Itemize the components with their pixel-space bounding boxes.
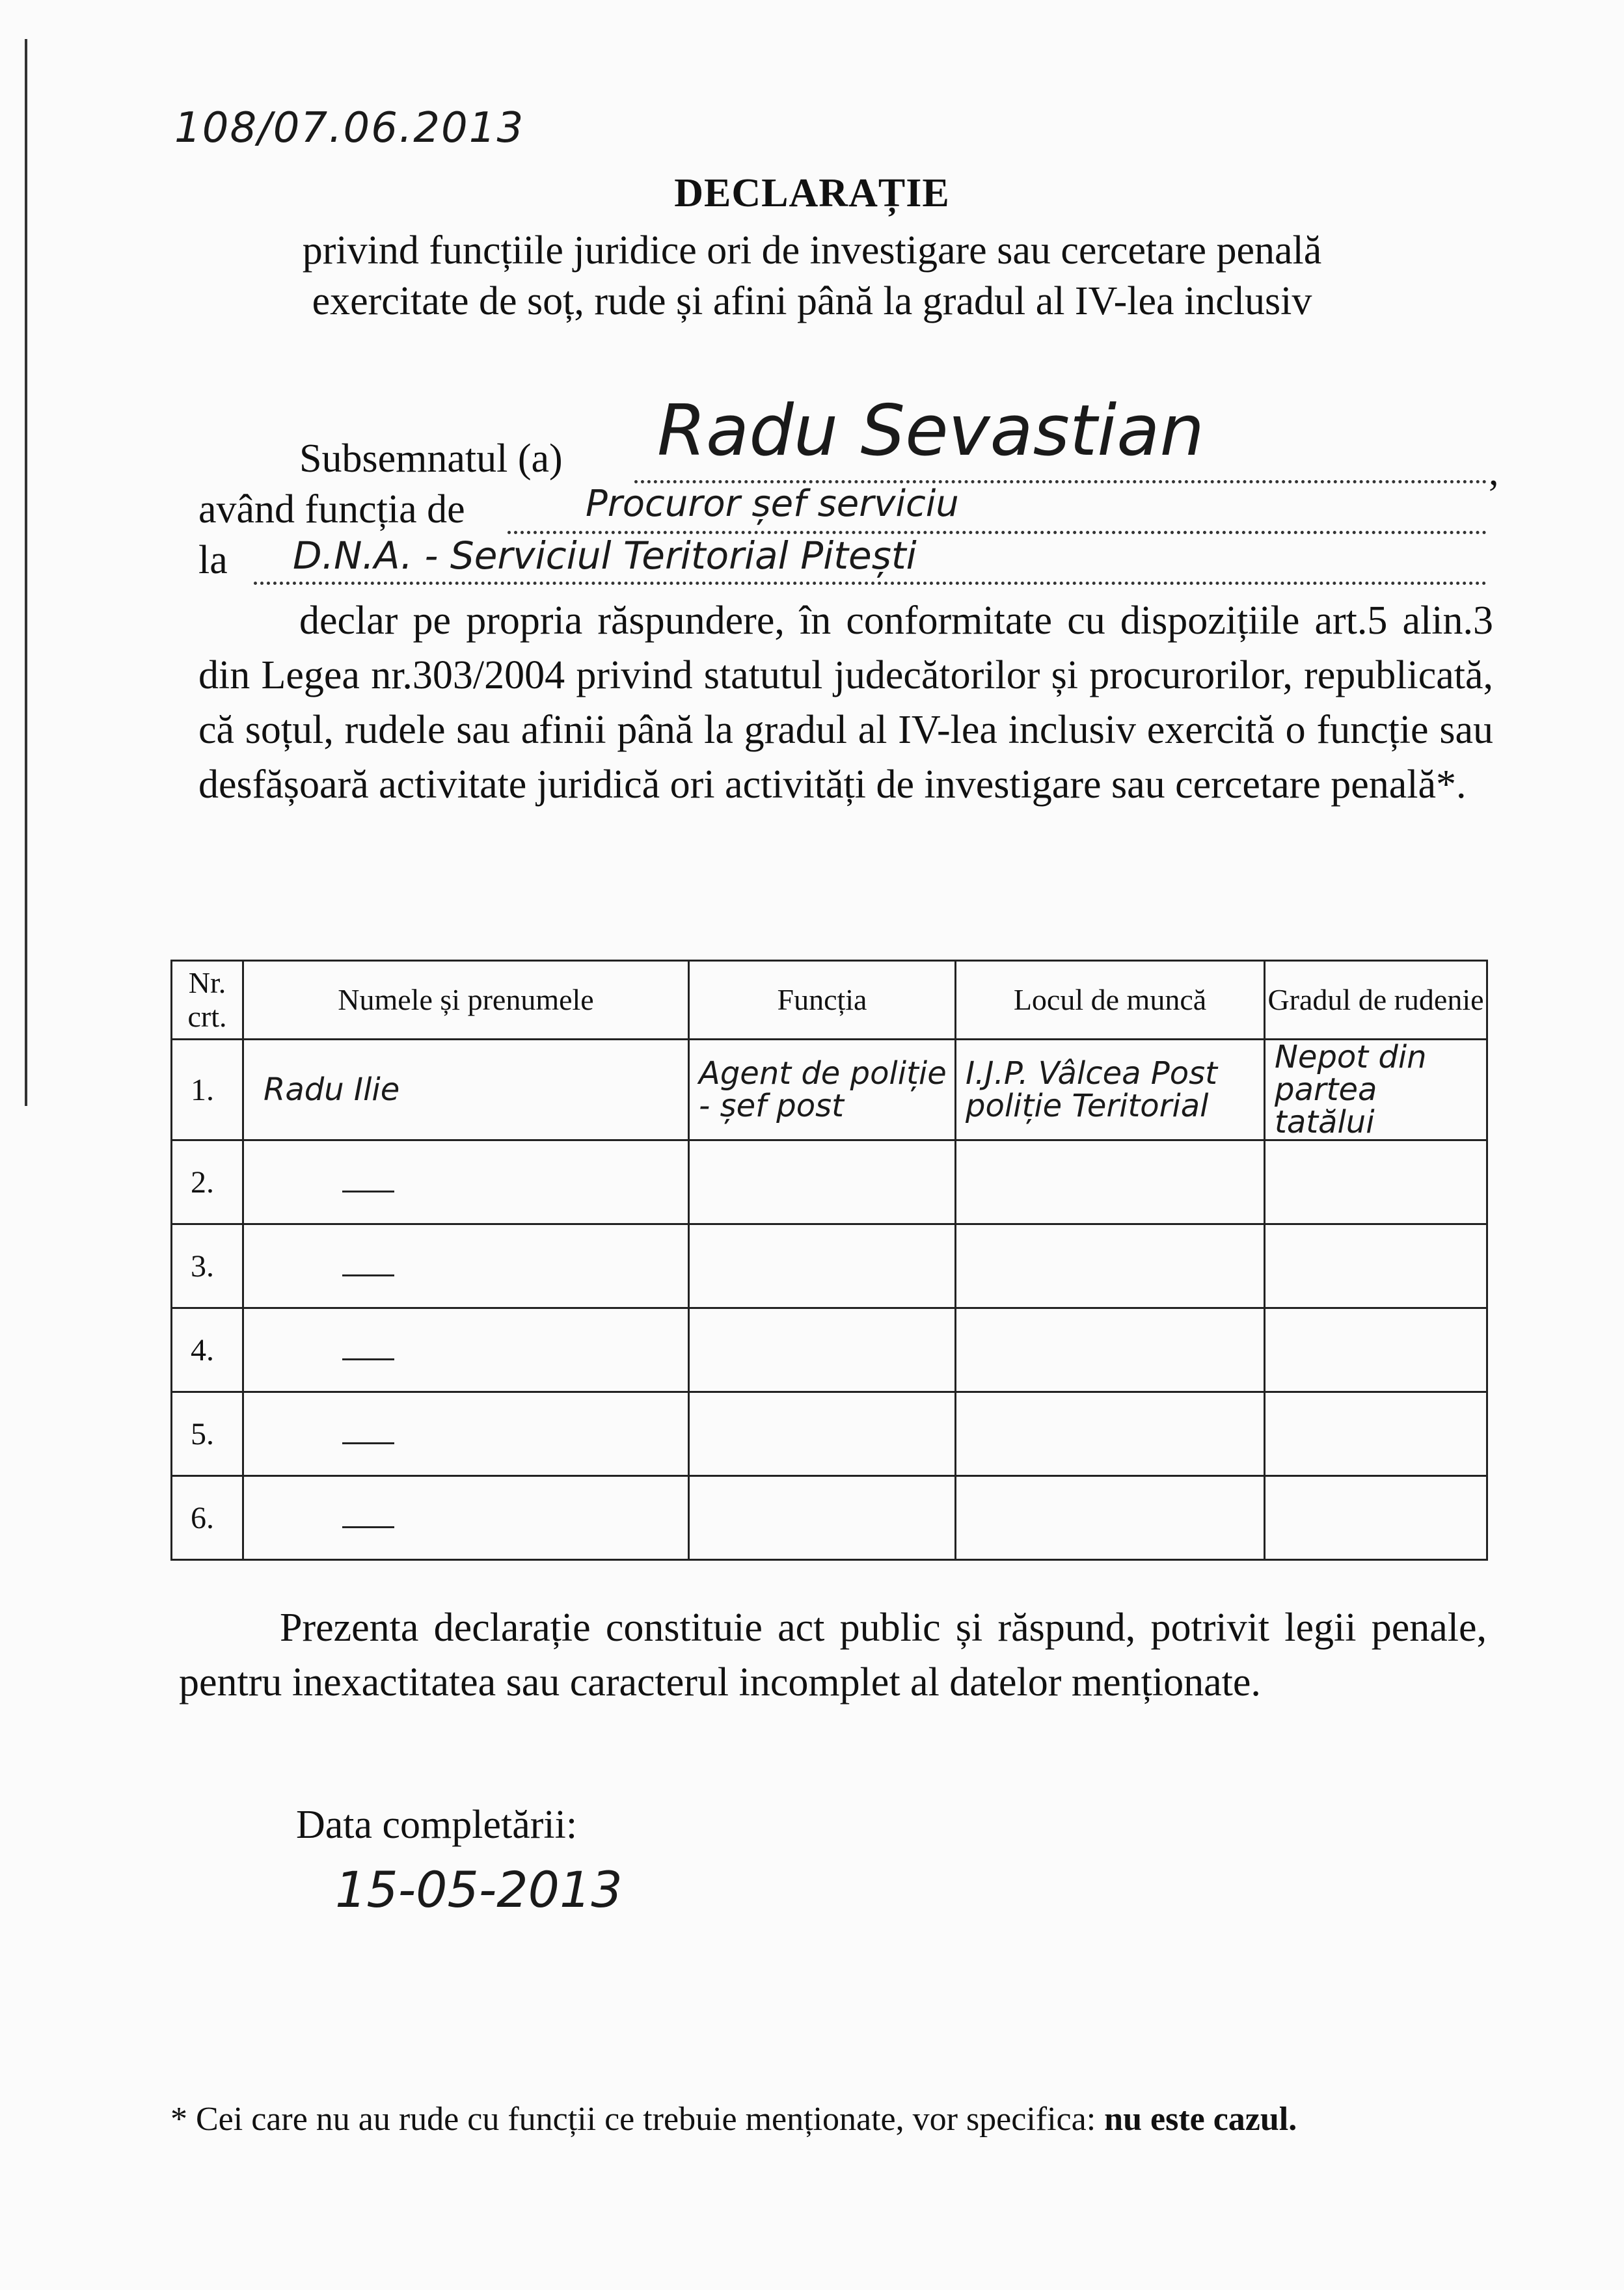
table-header-row <box>172 961 1487 1040</box>
subsemnatul-label: Subsemnatul (a) <box>299 437 563 481</box>
date-label: Data completării: <box>296 1803 578 1847</box>
header-kinship: Gradul de rudenie <box>1265 961 1487 1040</box>
table-row <box>172 1224 1487 1308</box>
row-function <box>689 1392 956 1476</box>
document-subtitle-line1: privind funcțiile juridice ori de investigare sau cercetare penală <box>302 228 1322 273</box>
line-comma: , <box>1489 450 1499 494</box>
row-function: Agent de poliție - șef post <box>689 1040 956 1140</box>
row-nr: 6. <box>172 1476 243 1560</box>
row-kinship <box>1265 1476 1487 1560</box>
declarant-institution: D.N.A. - Serviciul Teritorial Pitești <box>293 533 917 578</box>
table-row <box>172 1308 1487 1392</box>
row-function <box>689 1224 956 1308</box>
table-row <box>172 1140 1487 1224</box>
row-function <box>689 1140 956 1224</box>
table-row <box>172 1476 1487 1560</box>
row-kinship <box>1265 1224 1487 1308</box>
functia-label: având funcția de <box>198 487 465 532</box>
declarant-name: Radu Sevastian <box>657 390 1204 472</box>
relatives-table <box>170 960 1488 1561</box>
document-title: DECLARAȚIE <box>674 171 950 215</box>
row-nr: 1. <box>172 1040 243 1140</box>
row-workplace: I.J.P. Vâlcea Post poliție Teritorial <box>956 1040 1265 1140</box>
row-workplace <box>956 1140 1265 1224</box>
row-workplace <box>956 1308 1265 1392</box>
row-function <box>689 1476 956 1560</box>
footnote-bold: nu este cazul. <box>1104 2101 1297 2138</box>
empty-dash <box>342 1442 394 1444</box>
la-label: la <box>198 538 228 582</box>
header-name: Numele și prenumele <box>243 961 689 1040</box>
header-nr: Nr. crt. <box>172 961 243 1040</box>
document-subtitle-line2: exercitate de soț, rude și afini până la gradul al IV-lea inclusiv <box>312 279 1312 323</box>
empty-dash <box>342 1191 394 1192</box>
empty-dash <box>342 1358 394 1360</box>
row-workplace <box>956 1224 1265 1308</box>
row-name <box>243 1224 689 1308</box>
row-name <box>243 1308 689 1392</box>
empty-dash <box>342 1274 394 1276</box>
row-function <box>689 1308 956 1392</box>
institution-dotted-line <box>254 582 1487 585</box>
row-nr: 4. <box>172 1308 243 1392</box>
row-workplace <box>956 1476 1265 1560</box>
row-workplace <box>956 1392 1265 1476</box>
row-kinship: Nepot din partea tatălui <box>1265 1040 1487 1140</box>
header-workplace: Locul de muncă <box>956 961 1265 1040</box>
row-nr: 3. <box>172 1224 243 1308</box>
row-nr: 5. <box>172 1392 243 1476</box>
row-kinship <box>1265 1140 1487 1224</box>
empty-dash <box>342 1526 394 1528</box>
footnote <box>170 2100 1297 2138</box>
row-name <box>243 1140 689 1224</box>
row-kinship <box>1265 1308 1487 1392</box>
table-row <box>172 1392 1487 1476</box>
row-kinship <box>1265 1392 1487 1476</box>
footer-statement: Prezenta declarație constituie act public și răspund, potrivit legii penale, pentru inexactitatea sau caracterul incomplet al datelor menționate. <box>179 1606 1487 1704</box>
row-nr: 2. <box>172 1140 243 1224</box>
row-name <box>243 1476 689 1560</box>
declaration-body: declar pe propria răspundere, în conformitate cu dispozițiile art.5 alin.3 din Legea nr.303/2004 privind statutul judecătorilor și procurorilor, republicată, că soțul, rudele sau afinii până la gradul al IV-lea inclusiv exercită o funcție sau desfășoară activitate juridică ori activități de investigare sau cercetare penală*. <box>198 599 1493 807</box>
registration-number: 108/07.06.2013 <box>174 104 525 152</box>
header-function: Funcția <box>689 961 956 1040</box>
footnote-text: * Cei care nu au rude cu funcții ce trebuie menționate, vor specifica: <box>170 2101 1096 2138</box>
completion-date: 15-05-2013 <box>335 1861 623 1919</box>
row-name: Radu Ilie <box>243 1040 689 1140</box>
declarant-functia: Procuror șef serviciu <box>586 483 959 525</box>
row-name <box>243 1392 689 1476</box>
table-row <box>172 1040 1487 1140</box>
